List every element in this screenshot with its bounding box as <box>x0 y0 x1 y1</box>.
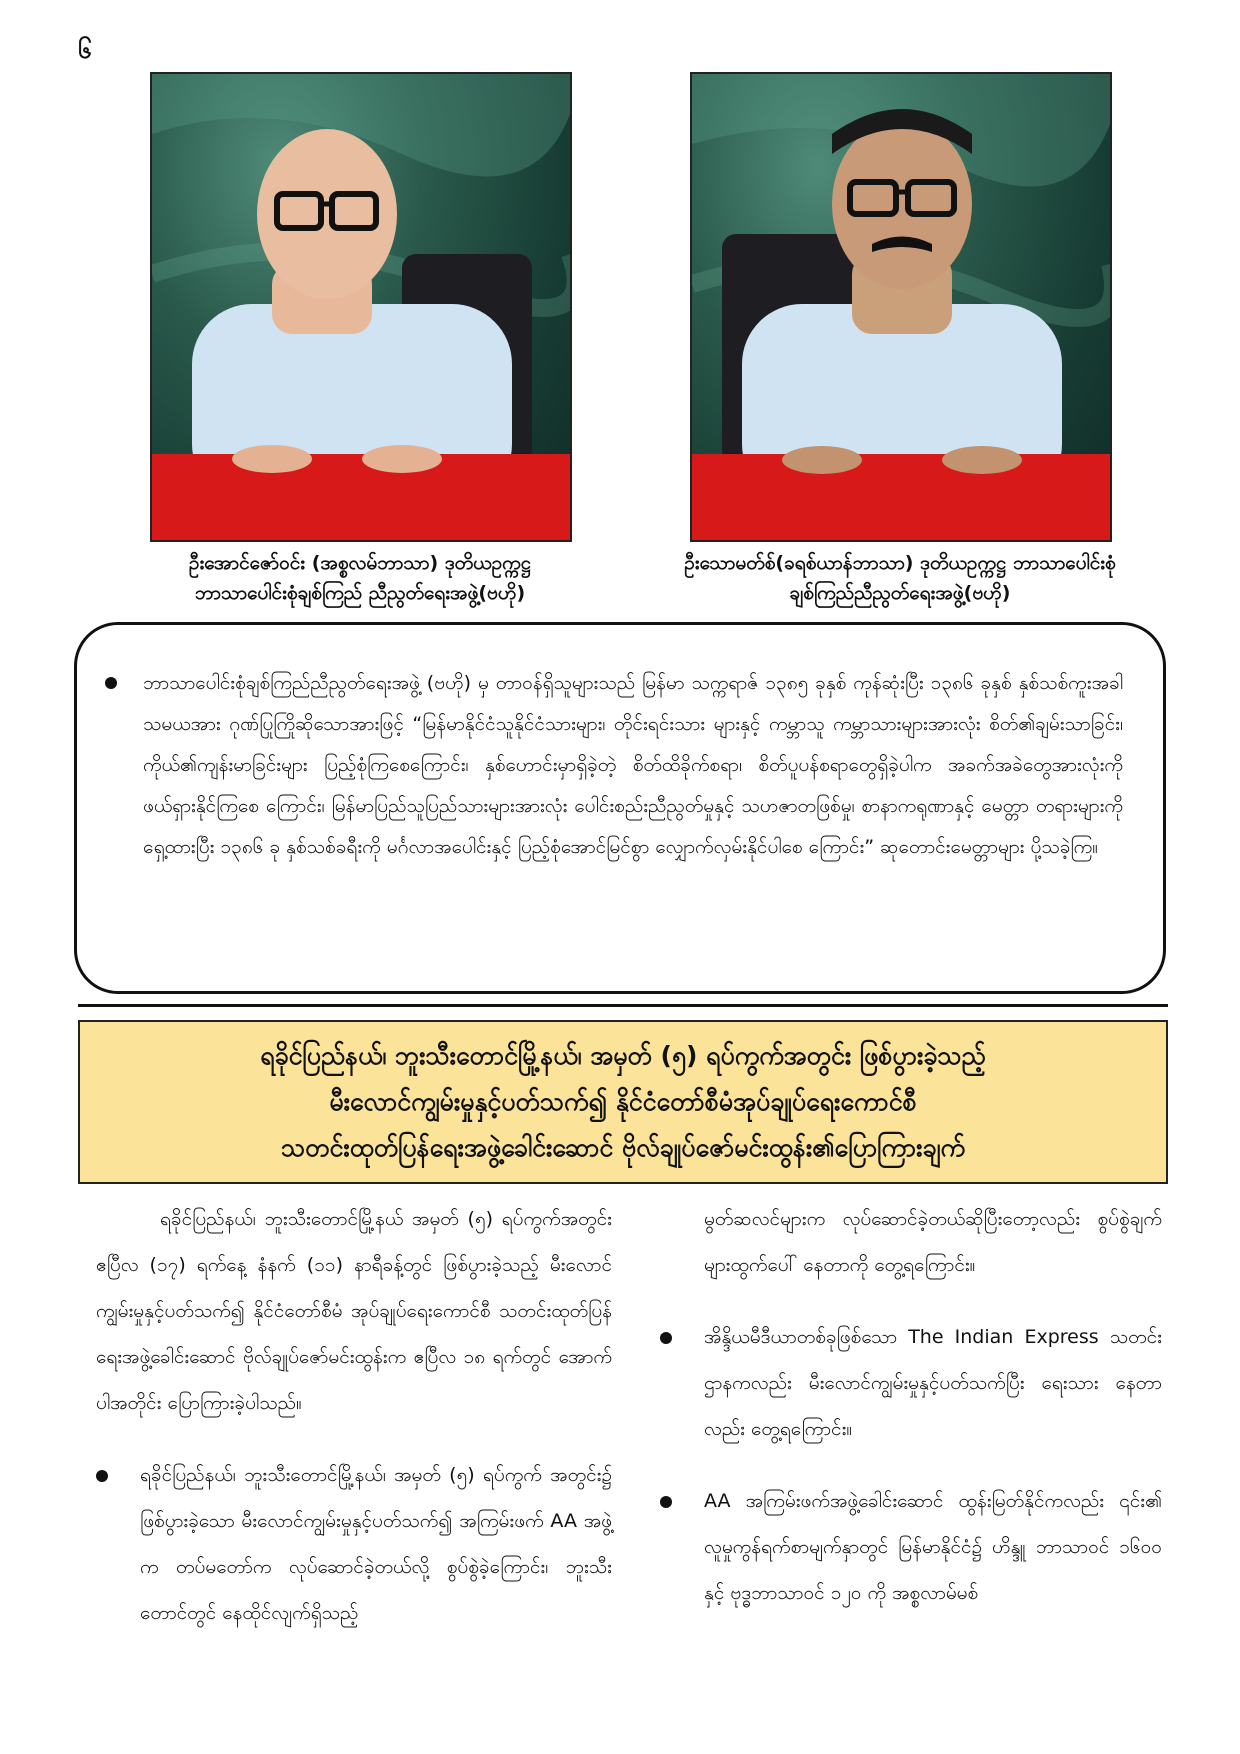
article-intro: ရခိုင်ပြည်နယ်၊ ဘူးသီးတောင်မြို့နယ် အမှတ် (၅) ရပ်ကွက်အတွင်း ဧပြီလ (၁၇) ရက်နေ့ နံနက် (၁၁) နာရီခန့်တွင် ဖြစ်ပွားခဲ့သည့် မီးလောင်ကျွမ်းမှုနှင့်ပတ်သက်၍ နိုင်ငံတော်စီမံ အုပ်ချုပ်ရေးကောင်စီ သတင်းထုတ်ပြန်ရေးအဖွဲ့ခေါင်းဆောင် ဗိုလ်ချုပ်ဇော်မင်းထွန်းက ဧပြီလ ၁၈ ရက်တွင် အောက်ပါအတိုင်း ပြောကြားခဲ့ပါသည်။ <box>96 1208 612 1414</box>
headline-line-1: ရခိုင်ပြည်နယ်၊ ဘူးသီးတောင်မြို့နယ်၊ အမှတ် (၅) ရပ်ကွက်အတွင်း ဖြစ်ပွားခဲ့သည့် <box>260 1041 986 1070</box>
article-bullet-1-continued: မွတ်ဆလင်များက လုပ်ဆောင်ခဲ့တယ်ဆိုပြီးတော့လည်း စွပ်စွဲချက်များထွက်ပေါ် နေတာကို တွေ့ရကြောင်း။ <box>704 1208 1162 1276</box>
article-bullet-1 <box>96 1452 612 1636</box>
bullet-icon <box>105 677 117 689</box>
caption-line: ဦးအောင်ဇော်ဝင်း (အစ္စလမ်ဘာသာ) ဒုတိယဥက္ကဋ္ဌ <box>188 552 532 574</box>
article-bullet-2 <box>660 1314 1162 1452</box>
divider-rule <box>78 1004 1168 1007</box>
bullet-icon <box>660 1496 672 1508</box>
bullet-icon <box>660 1332 672 1344</box>
caption-line: ဘာသာပေါင်းစုံချစ်ကြည် ညီညွတ်ရေးအဖွဲ့(ဗဟို) <box>194 582 526 604</box>
statement-box <box>74 622 1166 994</box>
article-bullet-3 <box>660 1478 1162 1616</box>
bullet-text: AA အကြမ်းဖက်အဖွဲ့ခေါင်းဆောင် ထွန်းမြတ်နိုင်ကလည်း ၎င်း၏ လူမှုကွန်ရက်စာမျက်နှာတွင် မြန်မာနိုင်ငံ၌ ဟိန္ဒူ ဘာသာဝင် ၁၆၀၀ နှင့် ဗုဒ္ဓဘာသာဝင် ၁၂၀ ကို အစ္စလာမ်မစ် <box>704 1490 1162 1604</box>
bullet-text: အိန္ဒိယမီဒီယာတစ်ခုဖြစ်သော The Indian Express သတင်း ဌာနကလည်း မီးလောင်ကျွမ်းမှုနှင့်ပတ်သက်ပြီး ရေးသား နေတာလည်း တွေ့ရကြောင်း။ <box>704 1326 1162 1440</box>
bullet-text: ရခိုင်ပြည်နယ်၊ ဘူးသီးတောင်မြို့နယ်၊ အမှတ် (၅) ရပ်ကွက် အတွင်း၌ ဖြစ်ပွားခဲ့သော မီးလောင်ကျွမ်းမှုနှင့်ပတ်သက်၍ အကြမ်းဖက် AA အဖွဲ့က တပ်မတော်က လုပ်ဆောင်ခဲ့တယ်လို့ စွပ်စွဲခဲ့ကြောင်း၊ ဘူးသီးတောင်တွင် နေထိုင်လျက်ရှိသည့် <box>140 1464 612 1624</box>
photo-caption-left <box>120 548 600 608</box>
article-column-right <box>660 1196 1162 1616</box>
headline-box <box>78 1020 1168 1184</box>
caption-line: ချစ်ကြည်ညီညွတ်ရေးအဖွဲ့(ဗဟို) <box>789 582 1011 604</box>
photo-caption-right <box>630 548 1170 608</box>
statement-text: ဘာသာပေါင်းစုံချစ်ကြည်ညီညွတ်ရေးအဖွဲ့ (ဗဟို) မှ တာဝန်ရှိသူများသည် မြန်မာ သက္ကရာဇ် ၁၃၈၅ ခုနှစ် ကုန်ဆုံးပြီး ၁၃၈၆ ခုနှစ် နှစ်သစ်ကူးအခါသမယအား ဂုဏ်ပြုကြိုဆိုသောအားဖြင့် “မြန်မာနိုင်ငံသူနိုင်ငံသားများ၊ တိုင်းရင်းသား များနှင့် ကမ္ဘာသူ ကမ္ဘာသားများအားလုံး စိတ်၏ချမ်းသာခြင်း၊ ကိုယ်၏ကျန်းမာခြင်းများ ပြည့်စုံကြစေကြောင်း၊ နှစ်ဟောင်းမှာရှိခဲ့တဲ့ စိတ်ထိခိုက်စရာ၊ စိတ်ပူပန်စရာတွေရှိခဲ့ပါက အခက်အခဲတွေအားလုံးကို ဖယ်ရှားနိုင်ကြစေ ကြောင်း၊ မြန်မာပြည်သူပြည်သားများအားလုံး ပေါင်းစည်းညီညွတ်မှုနှင့် သဟဇာတဖြစ်မှု၊ စာနာကရုဏာနှင့် မေတ္တာ တရားများကို ရှေ့ထားပြီး ၁၃၈၆ ခု နှစ်သစ်ခရီးကို မင်္ဂလာအပေါင်းနှင့် ပြည့်စုံအောင်မြင်စွာ လျှောက်လှမ်းနိုင်ပါစေ ကြောင်း” ဆုတောင်းမေတ္တာများ ပို့သခဲ့ကြ။ <box>143 672 1123 858</box>
article-column-left <box>96 1196 612 1636</box>
page-number: ၆ <box>78 36 92 64</box>
bullet-icon <box>96 1470 108 1482</box>
caption-line: ဦးသောမတ်စ်(ခရစ်ယာန်ဘာသာ) ဒုတိယဥက္ကဋ္ဌ ဘာသာပေါင်းစုံ <box>684 552 1116 574</box>
headline-line-3: သတင်းထုတ်ပြန်ရေးအဖွဲ့ခေါင်းဆောင် ဗိုလ်ချုပ်ဇော်မင်းထွန်း၏ပြောကြားချက် <box>280 1133 966 1162</box>
portrait-photo-left <box>150 72 572 542</box>
headline-line-2: မီးလောင်ကျွမ်းမှုနှင့်ပတ်သက်၍ နိုင်ငံတော်စီမံအုပ်ချုပ်ရေးကောင်စီ <box>329 1087 917 1116</box>
portrait-photo-right <box>690 72 1112 542</box>
